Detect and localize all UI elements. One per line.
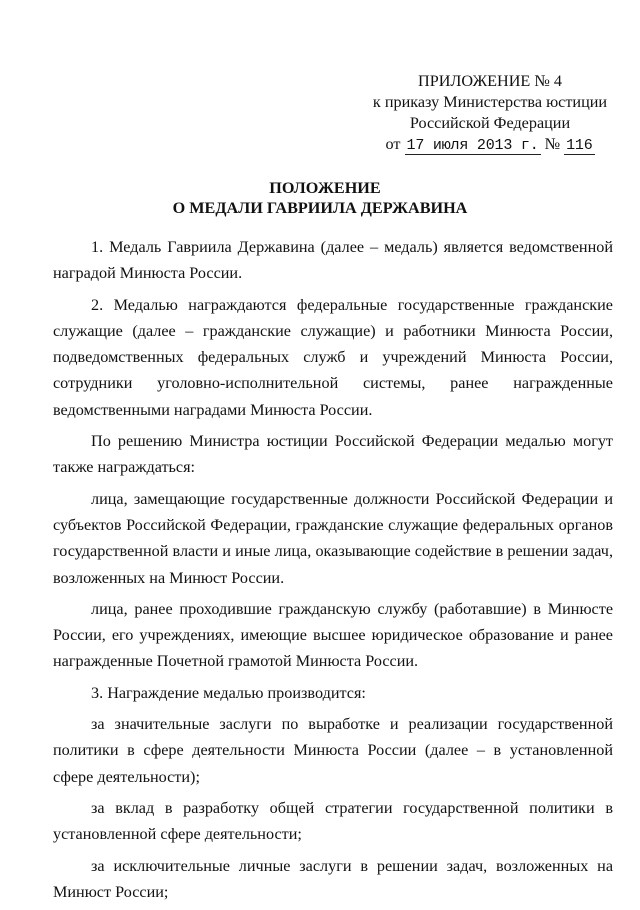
paragraph: за вклад в разработку общей стратегии государственной политики в установленной сфере деятельности;: [53, 798, 613, 844]
appendix-label: ПРИЛОЖЕНИЕ № 4: [418, 72, 562, 90]
paragraph: за значительные заслуги по выработке и реализации государственной политики в сфере деятельности Минюста России (далее – в установленной сфере деятельности);: [53, 715, 613, 786]
order-date: 17 июля 2013 г.: [406, 137, 539, 154]
title-line-2: О МЕДАЛИ ГАВРИИЛА ДЕРЖАВИНА: [172, 199, 468, 217]
paragraph: 1. Медаль Гавриила Державина (далее – медаль) является ведомственной наградой Минюста России.: [53, 238, 613, 283]
paragraph: лица, ранее проходившие гражданскую службу (работавшие) в Минюсте России, его учреждениях, имеющие высшее юридическое образование и ранее награжденные Почетной грамотой Минюста России.: [53, 599, 613, 671]
paragraph: лица, замещающие государственные должности Российской Федерации и субъектов Российской Федерации, гражданские служащие федеральных органов государственной власти и иные лица, оказывающие содействие в решении задач, возложенных на Минюст России.: [53, 489, 613, 587]
paragraph: за исключительные личные заслуги в решении задач, возложенных на Минюст России;: [53, 856, 613, 901]
document-title: [0, 178, 640, 218]
paragraph: 2. Медалью награждаются федеральные государственные гражданские служащие (далее – гражданские служащие) и работники Минюста России, подведомственных федеральных служб и учреждений Минюста России, сотрудники уголовно-исполнительной системы, ранее награжденные ведомственными наградами Минюста России.: [53, 295, 613, 419]
appendix-org: Российской Федерации: [409, 114, 571, 132]
paragraph: 3. Награждение медалью производится:: [91, 683, 366, 702]
paragraph: По решению Министра юстиции Российской Федерации медалью могут также награждаться:: [53, 432, 613, 477]
order-number: 116: [566, 137, 593, 154]
appendix-header: [345, 71, 635, 156]
appendix-order-line: [345, 134, 635, 156]
order-number-label: №: [544, 135, 561, 153]
document-body: [53, 234, 613, 910]
title-line-1: ПОЛОЖЕНИЕ: [269, 179, 381, 197]
appendix-order-ref: к приказу Министерства юстиции: [372, 93, 608, 111]
order-prefix: от: [385, 135, 401, 153]
